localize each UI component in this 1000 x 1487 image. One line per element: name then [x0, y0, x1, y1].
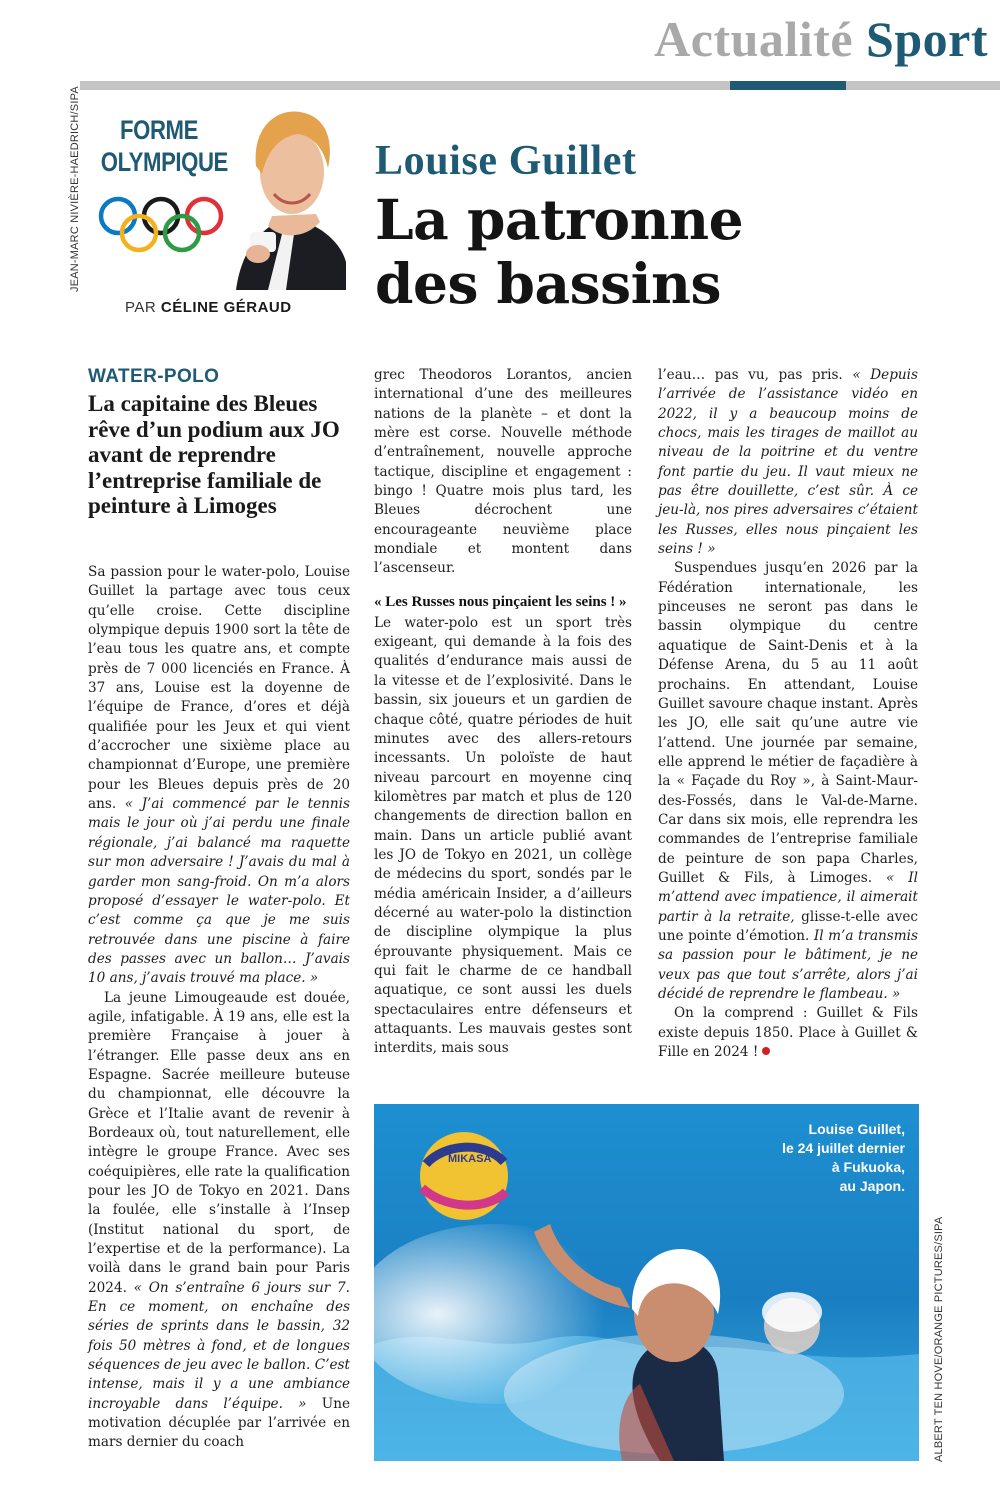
paragraph — [374, 614, 632, 1059]
quote-text: « J’ai commencé par le tennis mais le jour où j’ai perdu une finale régionale, j’ai balancé ma raquette sur mon adversaire ! J’avais du mal à garder mon sang-froid. On m’a alors proposé d’essayer le water-polo. Et c’est comme ça que je me suis retrouvée dans une piscine à faire des passes avec un ballon… J’avais 10 ans, j’avais trouvé ma place. » — [88, 796, 351, 987]
column-box — [88, 94, 346, 290]
caption-line3: à Fukuoka, — [831, 1159, 905, 1175]
body-text: l’eau… pas vu, pas pris. — [658, 367, 853, 383]
column-box-title — [100, 114, 228, 178]
photo-caption — [782, 1120, 905, 1196]
headline — [375, 188, 743, 316]
photo-credit: ALBERT TEN HOVE/ORANGE PICTURES/SIPA — [933, 1216, 945, 1462]
end-mark-icon — [762, 1047, 770, 1055]
body-text: Suspendues jusqu’en 2026 par la Fédération internationale, les pinceuses ne seront pas dans le bassin olympique du centre aquatique de Saint-Denis et à la Défense Arena, du 5 au 11 août prochains. En attendant, Louise Guillet savoure chaque instant. Après les JO, elle sait qu’une autre vie l’attend. Une journée par semaine, elle apprend le métier de façadière à la « Façade du Roy », à Saint-Maur-des-Fossés, dans le Val-de-Marne. Car dans six mois, elle reprendra les commandes de l’entreprise familiale de peinture de son papa Charles, Guillet & Fils, à Limoges. — [658, 560, 918, 886]
paragraph — [374, 366, 632, 579]
column-box-title-line1: FORME — [120, 115, 198, 145]
portrait-credit: JEAN-MARC NIVIÈRE-HAEDRICH/SIPA — [69, 86, 81, 292]
kicker: Louise Guillet — [375, 138, 637, 184]
ball-label: MIKASA — [448, 1153, 492, 1165]
body-text: Une motivation décuplée par l’arrivée en mars dernier du coach — [88, 1395, 350, 1451]
paragraph — [88, 563, 350, 989]
section-prefix: Actualité — [654, 11, 854, 67]
body-text: Sa passion pour le water-polo, Louise Guillet la partage avec tous ceux qu’elle croise. Cette discipline olympique depuis 1900 sort la tête de l’eau tous les quatre ans, et compte près de 7 000 licenciés en France. À 37 ans, Louise est la doyenne de l’équipe de France, d’ores et déjà qualifiée pour les Jeux et qui vient d’accrocher une sixième place au championnat d’Europe, une première pour les Bleues depuis près de 20 ans. — [88, 564, 350, 813]
photo — [374, 1104, 919, 1461]
quote-text: « Il m’attend avec impatience, il aimerait partir à la retraite, — [658, 869, 918, 925]
column-2 — [374, 366, 632, 1059]
chapo: La capitaine des Bleues rêve d’un podium aux JO avant de reprendre l’entreprise familiale de peinture à Limoges — [88, 391, 340, 518]
body-text: Le water-polo est un sport très exigeant, qui demande à la fois des qualités d’endurance mais aussi de la vitesse et de l’explosivité. Dans le bassin, six joueurs et un gardien de chaque côté, quatre périodes de huit minutes avec des allers-retours incessants. Un poloïste de haut niveau parcourt en moyenne cinq kilomètres par match et plus de 120 changements de direction ballon en main. Dans un article publié avant les JO de Tokyo en 2021, un collège de médecins du sport, sondés par le média américain Insider, a d’ailleurs décerné au water-polo la distinction de discipline olympique la plus éprouvante physiquement. Mais ce qui fait le charme de ce handball aquatique, ce sont aussi les duels spectaculaires entre défenseurs et attaquants. Les mauvais gestes sont interdits, mais sous — [374, 614, 632, 1057]
headline-line1: La patronne — [375, 187, 744, 252]
quote-text: Il m’a transmis sa passion pour le bâtiment, je ne veux pas que tout s’arrête, alors j’ai décidé de reprendre le flambeau. » — [658, 927, 918, 1002]
column-3 — [658, 366, 918, 1062]
byline-author: CÉLINE GÉRAUD — [160, 299, 292, 316]
author-portrait — [228, 94, 346, 290]
olympic-rings-icon — [94, 194, 230, 256]
paragraph — [658, 559, 918, 1004]
body-text: La jeune Limougeaude est douée, agile, infatigable. À 19 ans, elle est la première Française à jouer à l’étranger. Elle passe deux ans en Espagne. Sacrée meilleure buteuse du championnat, elle découvre la Grèce et l’Italie avant de revenir à Bordeaux où, tout naturellement, elle intègre le groupe France. Avec ses coéquipières, elle rate la qualification pour les JO de Tokyo en 2021. Dans la foulée, elle s’installe à l’Insep (Institut national du sport, de l’expertise et de la performance). La voilà dans le grand bain pour Paris 2024. — [88, 989, 350, 1296]
body-text: On la comprend : Guillet & Fils existe depuis 1850. Place à Guillet & Fille en 2024 ! — [658, 1005, 918, 1061]
paragraph — [658, 1004, 918, 1062]
rubric: WATER-POLO — [88, 366, 220, 387]
section-header — [654, 11, 988, 67]
paragraph — [658, 366, 918, 559]
byline-prefix: PAR — [125, 299, 157, 316]
caption-line1: Louise Guillet, — [808, 1121, 905, 1137]
paragraph — [88, 989, 350, 1453]
quote-text: « Depuis l’arrivée de l’assistance vidéo en 2022, il y a beaucoup moins de chocs, mais les tirages de maillot au niveau de la poitrine et du ventre font partie du jeu. Il vaut mieux ne pas être douillette, c’est sûr. À ce jeu-là, nos pires adversaires c’étaient les Russes, elles nous pinçaient les seins ! » — [658, 367, 918, 558]
intertitle: « Les Russes nous pinçaient les seins ! » — [374, 593, 627, 610]
body-text: grec Theodoros Lorantos, ancien international d’une des meilleures nations de la planète – et dont la mère est corse. Nouvelle méthode d’entraînement, nouvelle approche tactique, discipline et engagement : bingo ! Quatre mois plus tard, les Bleues décrochent une encourageante neuvième place mondiale et montent dans l’ascenseur. — [374, 367, 632, 577]
header-rule — [80, 81, 1000, 90]
body-text: glisse-t-elle avec une pointe d’émotion. — [658, 908, 918, 944]
section-name: Sport — [866, 11, 988, 67]
column-1 — [88, 563, 350, 1453]
header-rule-accent — [730, 81, 846, 90]
quote-text: « On s’entraîne 6 jours sur 7. En ce moment, on enchaîne des séries de sprints dans le bassin, 32 fois 50 mètres à fond, et de longues séquences de jeu avec le ballon. C’est intense, mais il y a une ambiance incroyable dans l’équipe. » — [88, 1279, 350, 1412]
column-box-title-line2: OLYMPIQUE — [100, 147, 228, 177]
byline — [125, 299, 292, 316]
caption-line4: au Japon. — [839, 1178, 905, 1194]
headline-line2: des bassins — [375, 251, 721, 316]
caption-line2: le 24 juillet dernier — [782, 1140, 905, 1156]
